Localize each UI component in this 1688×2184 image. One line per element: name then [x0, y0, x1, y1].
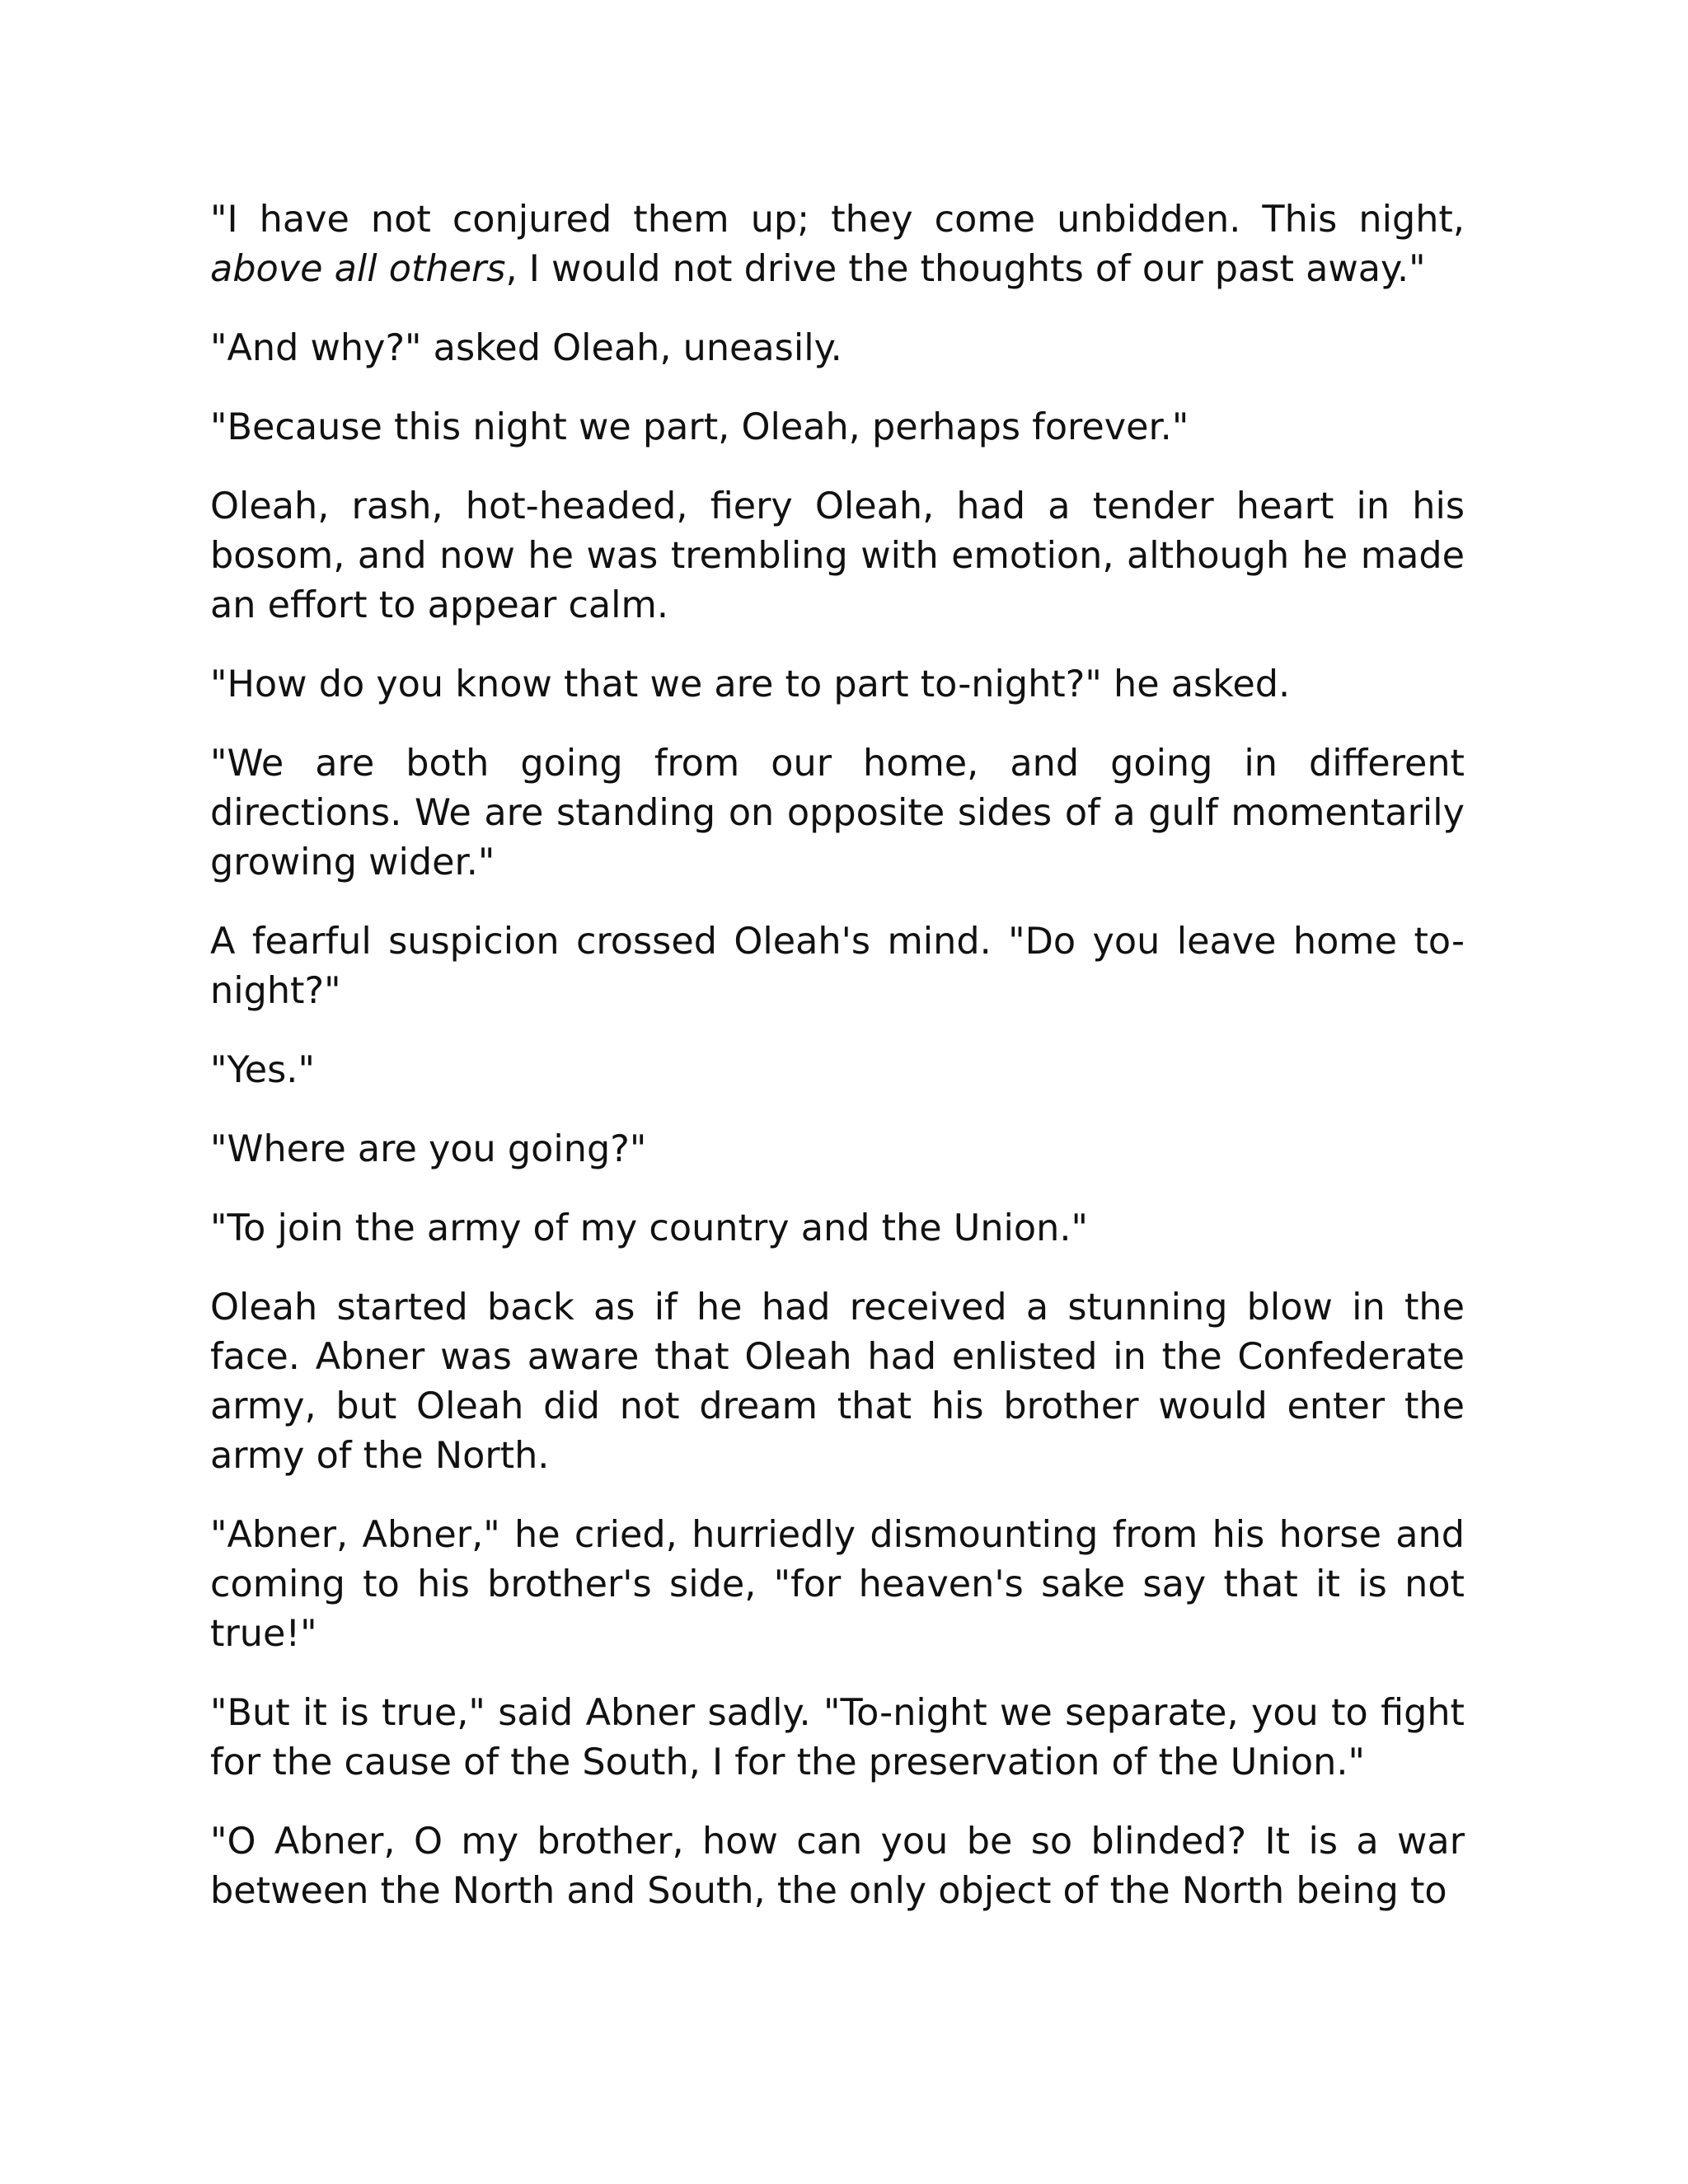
paragraph-8: "Yes."	[210, 1049, 315, 1091]
paragraph-2: "And why?" asked Oleah, uneasily.	[210, 327, 842, 369]
paragraph-12: "Abner, Abner," he cried, hurriedly dismounting from his horse and coming to his brother's side, "for heaven's sake say that it is not true!"	[210, 1514, 1465, 1655]
paragraph-9: "Where are you going?"	[210, 1128, 647, 1170]
paragraph-14: "O Abner, O my brother, how can you be so blinded? It is a war between the North and South, the only object of the North being to	[210, 1821, 1465, 1912]
paragraph-10: "To join the army of my country and the Union."	[210, 1207, 1088, 1249]
document-page	[210, 195, 1465, 1946]
paragraph-6: "We are both going from our home, and going in different directions. We are standing on opposite sides of a gulf momentarily growing wider."	[210, 743, 1465, 883]
paragraph-5: "How do you know that we are to part to-night?" he asked.	[210, 663, 1291, 705]
paragraph-4: Oleah, rash, hot-headed, fiery Oleah, had a tender heart in his bosom, and now he was trembling with emotion, although he made an effort to appear calm.	[210, 485, 1465, 626]
paragraph-1-text-b: , I would not drive the thoughts of our past away."	[505, 248, 1426, 290]
paragraph-1	[210, 195, 1465, 294]
paragraph-11: Oleah started back as if he had received a stunning blow in the face. Abner was aware that Oleah had enlisted in the Confederate army, but Oleah did not dream that his brother would enter the army of the North.	[210, 1286, 1465, 1477]
paragraph-13: "But it is true," said Abner sadly. "To-night we separate, you to fight for the cause of the South, I for the preservation of the Union."	[210, 1692, 1465, 1783]
paragraph-1-text-a: "I have not conjured them up; they come unbidden. This night,	[210, 199, 1465, 241]
paragraph-1-emphasis: above all others	[210, 248, 506, 290]
paragraph-7: A fearful suspicion crossed Oleah's mind. "Do you leave home to-night?"	[210, 921, 1465, 1012]
paragraph-3: "Because this night we part, Oleah, perhaps forever."	[210, 406, 1189, 448]
